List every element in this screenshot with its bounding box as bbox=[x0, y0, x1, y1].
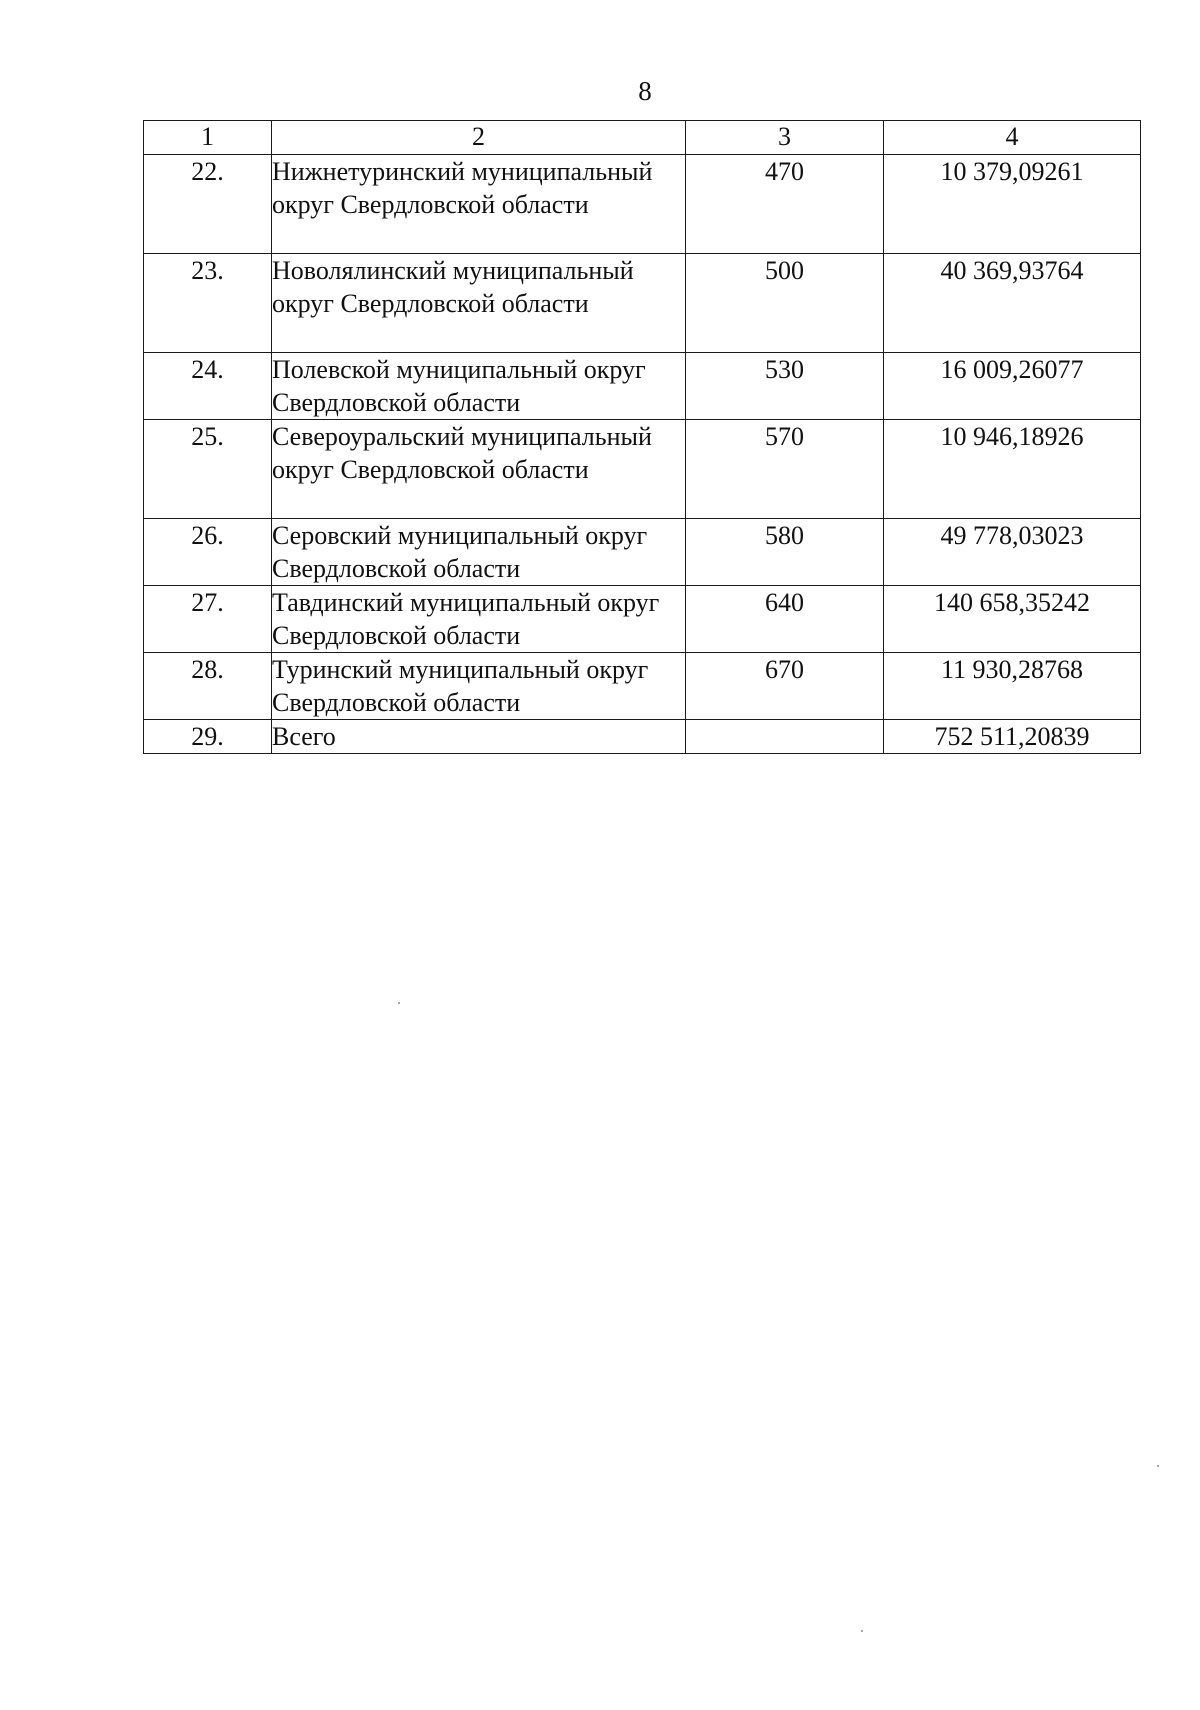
code-value bbox=[686, 720, 884, 754]
code-value: 530 bbox=[686, 353, 884, 420]
table-row bbox=[144, 420, 1141, 519]
row-number: 28. bbox=[144, 653, 272, 720]
column-header-1: 1 bbox=[144, 121, 272, 155]
code-value: 640 bbox=[686, 586, 884, 653]
municipality-name: Тавдинский муниципальный округ Свердловской области bbox=[272, 586, 686, 653]
row-number: 23. bbox=[144, 254, 272, 353]
code-value: 500 bbox=[686, 254, 884, 353]
table-header-row bbox=[144, 121, 1141, 155]
total-row bbox=[144, 720, 1141, 754]
table-row bbox=[144, 653, 1141, 720]
amount-value: 11 930,28768 bbox=[884, 653, 1141, 720]
amount-value: 10 946,18926 bbox=[884, 420, 1141, 519]
row-number: 26. bbox=[144, 519, 272, 586]
code-value: 670 bbox=[686, 653, 884, 720]
municipality-name: Нижнетуринский муниципальный округ Свердловской области bbox=[272, 155, 686, 254]
scan-speck bbox=[398, 1002, 400, 1004]
code-value: 580 bbox=[686, 519, 884, 586]
municipality-name: Туринский муниципальный округ Свердловской области bbox=[272, 653, 686, 720]
municipality-name: Североуральский муниципальный округ Свердловской области bbox=[272, 420, 686, 519]
table-row bbox=[144, 155, 1141, 254]
code-value: 570 bbox=[686, 420, 884, 519]
row-number: 22. bbox=[144, 155, 272, 254]
table-row bbox=[144, 519, 1141, 586]
amount-value: 49 778,03023 bbox=[884, 519, 1141, 586]
column-header-4: 4 bbox=[884, 121, 1141, 155]
row-number: 25. bbox=[144, 420, 272, 519]
amount-value: 10 379,09261 bbox=[884, 155, 1141, 254]
column-header-2: 2 bbox=[272, 121, 686, 155]
page-number: 8 bbox=[638, 76, 652, 106]
municipality-name: Серовский муниципальный округ Свердловской области bbox=[272, 519, 686, 586]
municipality-name: Полевской муниципальный округ Свердловской области bbox=[272, 353, 686, 420]
amount-value: 40 369,93764 bbox=[884, 254, 1141, 353]
table-row bbox=[144, 353, 1141, 420]
code-value: 470 bbox=[686, 155, 884, 254]
total-amount: 752 511,20839 bbox=[884, 720, 1141, 754]
total-label: Всего bbox=[272, 720, 686, 754]
table-row bbox=[144, 586, 1141, 653]
row-number: 27. bbox=[144, 586, 272, 653]
municipality-name: Новолялинский муниципальный округ Свердловской области bbox=[272, 254, 686, 353]
column-header-3: 3 bbox=[686, 121, 884, 155]
amount-value: 140 658,35242 bbox=[884, 586, 1141, 653]
row-number: 24. bbox=[144, 353, 272, 420]
amount-value: 16 009,26077 bbox=[884, 353, 1141, 420]
row-number: 29. bbox=[144, 720, 272, 754]
table-row bbox=[144, 254, 1141, 353]
scan-speck bbox=[1157, 1465, 1159, 1467]
scan-speck bbox=[861, 1630, 863, 1632]
data-table bbox=[143, 120, 1141, 754]
